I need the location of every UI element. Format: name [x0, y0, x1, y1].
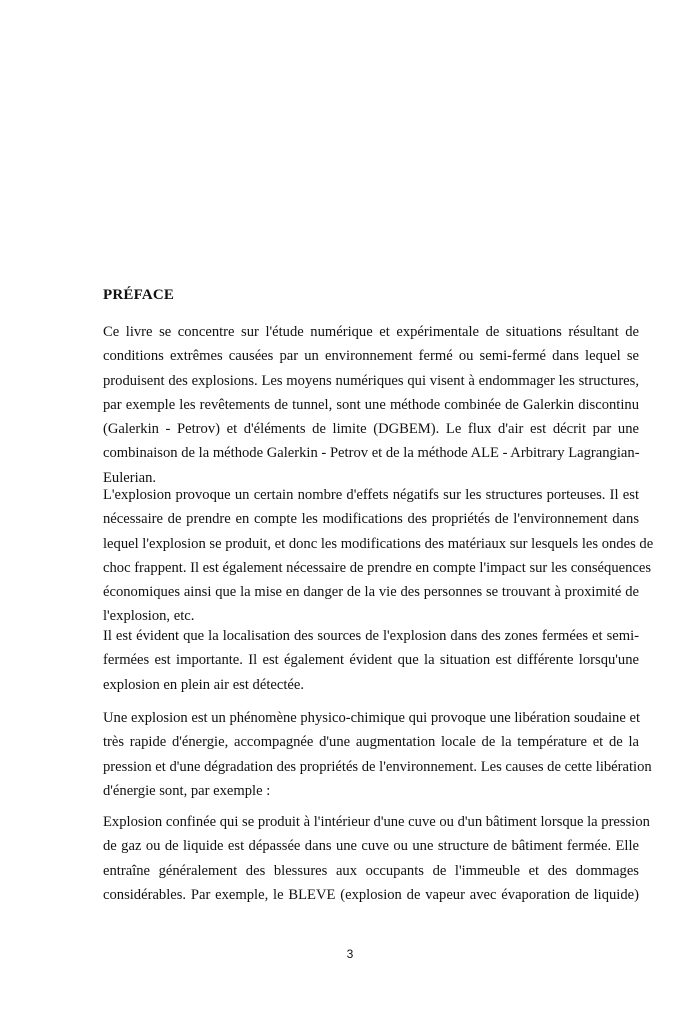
text-line: L'explosion provoque un certain nombre d'effets négatifs sur les structures porteuses. Il est: [103, 487, 639, 503]
page-number: 3: [346, 947, 354, 961]
text-line: combinaison de la méthode Galerkin - Petrov et de la méthode ALE - Arbitrary Lagrangian-: [103, 445, 640, 462]
text-line: conditions extrêmes causées par un environnement fermé ou semi-fermé dans lequel se: [103, 348, 639, 365]
text-line: par exemple les revêtements de tunnel, sont une méthode combinée de Galerkin discontinu: [103, 396, 639, 413]
text-line: nécessaire de prendre en compte les modifications des propriétés de l'environnement dans: [103, 511, 639, 528]
page-title: PRÉFACE: [103, 287, 175, 303]
paragraph-2: [103, 483, 654, 629]
text-line: explosion en plein air est détectée.: [103, 676, 304, 693]
paragraph-5: [103, 810, 650, 907]
text-line: choc frappent. Il est également nécessaire de prendre en compte l'impact sur les conséquences: [103, 559, 652, 576]
text-line: lequel l'explosion se produit, et donc les modifications des matériaux sur lesquels les ondes de: [103, 535, 654, 552]
text-line: entraîne généralement des blessures aux occupants de l'immeuble et des dommages: [103, 862, 639, 879]
text-line: considérables. Par exemple, le BLEVE (explosion de vapeur avec évaporation de liquide): [103, 886, 639, 903]
text-line: d'énergie sont, par exemple :: [103, 782, 271, 799]
text-line: Ce livre se concentre sur l'étude numérique et expérimentale de situations résultant de: [103, 324, 639, 340]
text-line: Eulerian.: [103, 469, 157, 486]
text-line: très rapide d'énergie, accompagnée d'une augmentation locale de la température et de la: [103, 734, 639, 751]
text-line: Il est évident que la localisation des sources de l'explosion dans des zones fermées et semi-: [103, 628, 639, 644]
paragraph-4: [103, 706, 652, 803]
paragraph-1: [103, 320, 639, 490]
text-line: fermées est importante. Il est également évident que la situation est différente lorsqu'une: [103, 652, 639, 669]
text-line: Explosion confinée qui se produit à l'intérieur d'une cuve ou d'un bâtiment lorsque la pression: [103, 814, 650, 830]
text-line: Une explosion est un phénomène physico-chimique qui provoque une libération soudaine et: [103, 710, 641, 726]
text-line: (Galerkin - Petrov) et d'éléments de limite (DGBEM). Le flux d'air est décrit par une: [103, 421, 639, 438]
paragraph-3: [103, 624, 639, 697]
text-line: produisent des explosions. Les moyens numériques qui visent à endommager les structures,: [103, 372, 639, 389]
text-line: économiques ainsi que la mise en danger de la vie des personnes se trouvant à proximité de: [103, 584, 639, 601]
text-line: l'explosion, etc.: [103, 608, 195, 625]
text-line: pression et d'une dégradation des propriétés de l'environnement. Les causes de cette libération: [103, 758, 652, 775]
text-line: de gaz ou de liquide est dépassée dans une cuve ou une structure de bâtiment fermée. Elle: [103, 838, 639, 855]
